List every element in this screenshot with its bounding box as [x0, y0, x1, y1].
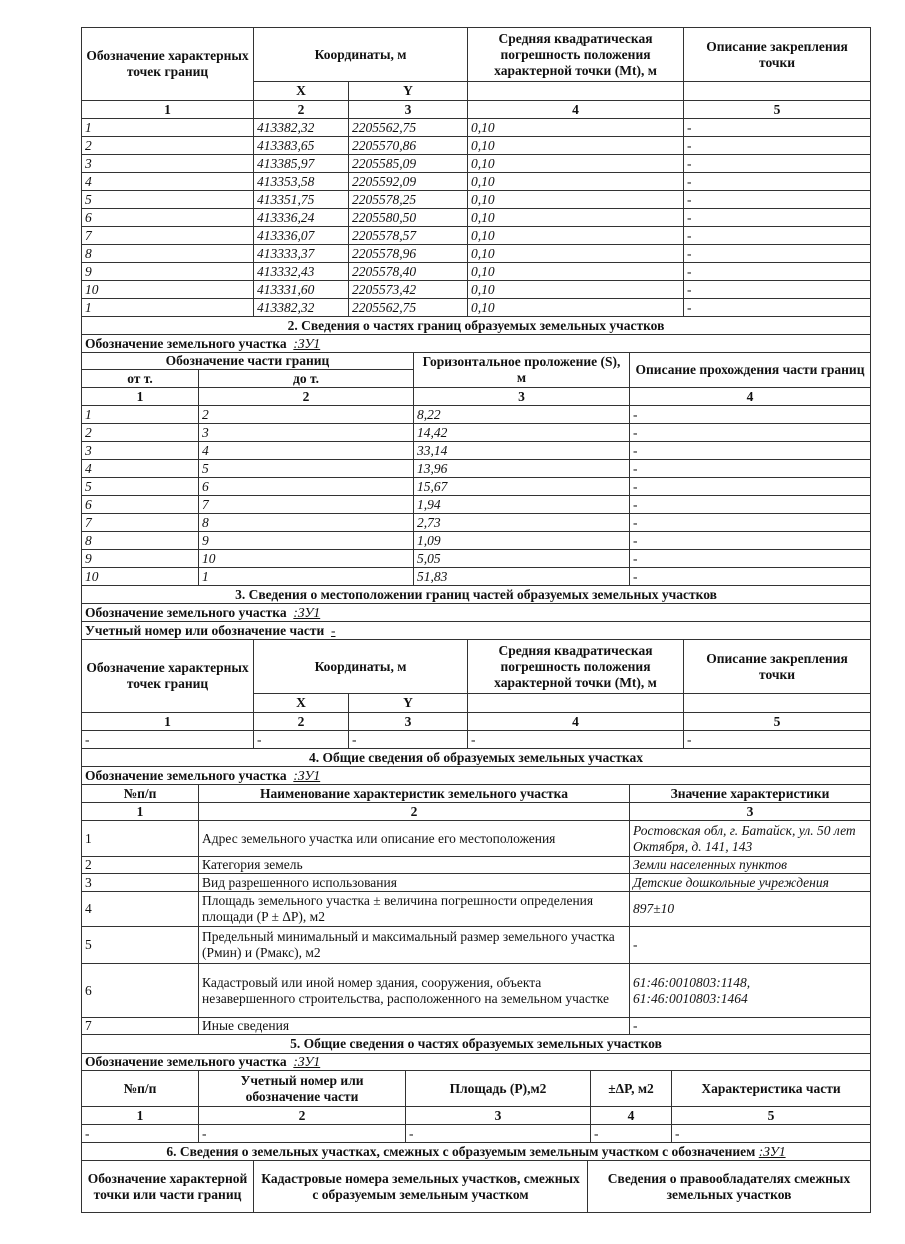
parcel-value: :ЗУ1 — [293, 604, 321, 620]
table-cell: 2205578,25 — [349, 191, 468, 209]
table-cell: 0,10 — [468, 299, 684, 317]
column-number: 5 — [684, 101, 871, 119]
table-row — [82, 731, 871, 749]
parcel-value: :ЗУ1 — [293, 767, 321, 783]
table-cell: - — [684, 731, 871, 749]
table-cell: 5,05 — [414, 550, 630, 568]
parcel-value: :ЗУ1 — [293, 335, 321, 351]
column-number: 2 — [199, 388, 414, 406]
table-cell: 8,22 — [414, 406, 630, 424]
table-row — [82, 821, 871, 857]
table-cell: - — [630, 406, 871, 424]
table-cell: 1,94 — [414, 496, 630, 514]
table-row — [82, 281, 871, 299]
table-cell: - — [630, 927, 871, 964]
table-cell: 2,73 — [414, 514, 630, 532]
table-cell: 2 — [82, 424, 199, 442]
table-row — [82, 191, 871, 209]
header-part: Обозначение части границ — [82, 353, 414, 370]
table-row — [82, 406, 871, 424]
table-cell: - — [684, 119, 871, 137]
table-cell: Адрес земельного участка или описание его местоположения — [199, 821, 630, 857]
boundary-points-table — [81, 27, 871, 317]
header-num: №п/п — [82, 1071, 199, 1107]
table-row — [82, 424, 871, 442]
header-desc: Описание закрепления точки — [684, 640, 871, 694]
table-cell: - — [684, 191, 871, 209]
column-number: 4 — [468, 101, 684, 119]
table-row — [82, 532, 871, 550]
table-cell: 8 — [82, 532, 199, 550]
column-number: 5 — [684, 713, 871, 731]
table-row — [82, 442, 871, 460]
table-cell: 413353,58 — [254, 173, 349, 191]
header-name: Наименование характеристик земельного участка — [199, 785, 630, 803]
table-row — [82, 209, 871, 227]
table-cell: 413333,37 — [254, 245, 349, 263]
table-cell: - — [684, 227, 871, 245]
table-cell: - — [684, 173, 871, 191]
table-cell: 3 — [82, 155, 254, 173]
header-coords: Координаты, м — [254, 28, 468, 82]
table-cell: 2205592,09 — [349, 173, 468, 191]
section-6-title: 6. Сведения о земельных участках, смежных с образуемым земельным участком с обозначением :ЗУ1 — [82, 1143, 871, 1161]
table-cell: 5 — [82, 478, 199, 496]
table-cell: 413385,97 — [254, 155, 349, 173]
section-3-table — [81, 585, 871, 749]
table-row — [82, 173, 871, 191]
header-delta: ±ΔP, м2 — [591, 1071, 672, 1107]
table-cell: 9 — [82, 263, 254, 281]
table-cell: 413351,75 — [254, 191, 349, 209]
table-row — [82, 299, 871, 317]
table-cell: 0,10 — [468, 281, 684, 299]
column-number: 2 — [254, 101, 349, 119]
table-cell: - — [630, 514, 871, 532]
table-row — [82, 514, 871, 532]
table-cell: Предельный минимальный и максимальный размер земельного участка (Pмин) и (Pмакс), м2 — [199, 927, 630, 964]
table-cell: - — [468, 731, 684, 749]
table-cell: 0,10 — [468, 173, 684, 191]
header-mt: Средняя квадратическая погрешность положения характерной точки (Mt), м — [468, 640, 684, 694]
header-part: Учетный номер или обозначение части — [199, 1071, 406, 1107]
table-cell: - — [199, 1125, 406, 1143]
table-cell: 1 — [82, 119, 254, 137]
table-row — [82, 227, 871, 245]
table-cell: - — [684, 263, 871, 281]
table-cell: 15,67 — [414, 478, 630, 496]
table-cell: 10 — [82, 281, 254, 299]
table-cell: - — [630, 550, 871, 568]
table-cell: 0,10 — [468, 245, 684, 263]
table-row — [82, 119, 871, 137]
parcel-label: Обозначение земельного участка :ЗУ1 — [82, 335, 871, 353]
column-number: 4 — [468, 713, 684, 731]
header-x: X — [254, 82, 349, 101]
table-cell: 4 — [82, 460, 199, 478]
table-cell: 2 — [199, 406, 414, 424]
header-cadastral: Кадастровые номера земельных участков, смежных с образуемым земельным участком — [254, 1161, 588, 1213]
table-cell: Иные сведения — [199, 1018, 630, 1035]
table-cell: Кадастровый или иной номер здания, сооружения, объекта незавершенного строительства, расположенного на земельном участке — [199, 964, 630, 1018]
table-cell: 1 — [82, 406, 199, 424]
header-from: от т. — [82, 370, 199, 388]
header-desc: Описание прохождения части границ — [630, 353, 871, 388]
table-cell: 61:46:0010803:1148, 61:46:0010803:1464 — [630, 964, 871, 1018]
table-cell: 897±10 — [630, 892, 871, 927]
section-4-title: 4. Общие сведения об образуемых земельных участках — [82, 749, 871, 767]
table-cell: 2 — [82, 137, 254, 155]
table-cell: Вид разрешенного использования — [199, 874, 630, 892]
table-cell: 413331,60 — [254, 281, 349, 299]
table-row — [82, 568, 871, 586]
table-cell: 413382,32 — [254, 119, 349, 137]
header-area: Площадь (P),м2 — [406, 1071, 591, 1107]
table-cell: 7 — [82, 514, 199, 532]
table-cell: Площадь земельного участка ± величина погрешности определения площади (P ± ΔP), м2 — [199, 892, 630, 927]
table-cell: 9 — [199, 532, 414, 550]
column-number: 2 — [254, 713, 349, 731]
table-cell: 51,83 — [414, 568, 630, 586]
table-cell: 4 — [82, 173, 254, 191]
table-row — [82, 1018, 871, 1035]
table-cell: - — [672, 1125, 871, 1143]
header-y: Y — [349, 694, 468, 713]
table-cell: 6 — [82, 209, 254, 227]
table-cell: 4 — [82, 892, 199, 927]
parcel-label: Обозначение земельного участка :ЗУ1 — [82, 1054, 871, 1071]
table-cell: 33,14 — [414, 442, 630, 460]
section-3-title: 3. Сведения о местоположении границ частей образуемых земельных участков — [82, 586, 871, 604]
column-number: 3 — [414, 388, 630, 406]
table-cell: 9 — [82, 550, 199, 568]
table-cell: 6 — [82, 964, 199, 1018]
section-6-table — [81, 1142, 871, 1213]
table-cell: 2205580,50 — [349, 209, 468, 227]
table-cell: 14,42 — [414, 424, 630, 442]
table-cell: - — [630, 568, 871, 586]
table-cell: 413382,32 — [254, 299, 349, 317]
table-cell: 3 — [82, 874, 199, 892]
table-row — [82, 964, 871, 1018]
table-cell: - — [684, 137, 871, 155]
table-cell: 0,10 — [468, 119, 684, 137]
table-cell: 0,10 — [468, 191, 684, 209]
column-number: 1 — [82, 388, 199, 406]
table-row — [82, 263, 871, 281]
table-row — [82, 155, 871, 173]
table-cell: 0,10 — [468, 227, 684, 245]
header-desc: Описание закрепления точки — [684, 28, 871, 82]
table-cell: 2205578,96 — [349, 245, 468, 263]
column-number: 2 — [199, 1107, 406, 1125]
header-coords: Координаты, м — [254, 640, 468, 694]
table-row — [82, 927, 871, 964]
column-number: 3 — [349, 101, 468, 119]
header-x: X — [254, 694, 349, 713]
table-cell: 2205573,42 — [349, 281, 468, 299]
column-number: 5 — [672, 1107, 871, 1125]
table-cell: 6 — [199, 478, 414, 496]
table-cell: 0,10 — [468, 209, 684, 227]
header-point: Обозначение характерных точек границ — [82, 28, 254, 101]
table-cell: - — [630, 442, 871, 460]
table-cell: - — [630, 1018, 871, 1035]
table-row — [82, 137, 871, 155]
table-cell: 2205570,86 — [349, 137, 468, 155]
table-cell: 7 — [82, 1018, 199, 1035]
table-cell: 2205585,09 — [349, 155, 468, 173]
table-cell: 413332,43 — [254, 263, 349, 281]
table-cell: 3 — [199, 424, 414, 442]
table-cell: 7 — [199, 496, 414, 514]
table-cell: 2205562,75 — [349, 119, 468, 137]
table-cell: 413336,24 — [254, 209, 349, 227]
header-y: Y — [349, 82, 468, 101]
column-number: 3 — [349, 713, 468, 731]
table-cell: - — [349, 731, 468, 749]
header-num: №п/п — [82, 785, 199, 803]
table-cell: - — [630, 496, 871, 514]
table-cell: 2205578,40 — [349, 263, 468, 281]
table-cell: - — [684, 299, 871, 317]
section-5-table — [81, 1034, 871, 1143]
column-number: 4 — [630, 388, 871, 406]
table-cell: - — [630, 460, 871, 478]
table-cell: 1 — [82, 821, 199, 857]
table-row — [82, 874, 871, 892]
table-cell: - — [254, 731, 349, 749]
header-char: Характеристика части — [672, 1071, 871, 1107]
table-cell: Земли населенных пунктов — [630, 857, 871, 874]
table-cell: 8 — [82, 245, 254, 263]
table-cell: 1 — [199, 568, 414, 586]
table-cell: - — [684, 245, 871, 263]
table-cell: 8 — [199, 514, 414, 532]
table-cell: 1,09 — [414, 532, 630, 550]
table-cell: 6 — [82, 496, 199, 514]
table-row — [82, 460, 871, 478]
column-number: 2 — [199, 803, 630, 821]
table-cell: - — [684, 209, 871, 227]
parcel-value: :ЗУ1 — [758, 1143, 786, 1159]
table-cell: 5 — [82, 927, 199, 964]
table-cell: 0,10 — [468, 263, 684, 281]
land-survey-document — [81, 28, 870, 1213]
column-numbers-row — [82, 101, 871, 119]
parcel-label: Обозначение земельного участка :ЗУ1 — [82, 604, 871, 622]
table-cell: - — [630, 424, 871, 442]
header-point: Обозначение характерной точки или части границ — [82, 1161, 254, 1213]
parcel-value: :ЗУ1 — [293, 1054, 321, 1069]
table-cell: 2205578,57 — [349, 227, 468, 245]
table-row — [82, 1125, 871, 1143]
table-cell: 3 — [82, 442, 199, 460]
table-cell: 2 — [82, 857, 199, 874]
table-cell: 10 — [199, 550, 414, 568]
table-cell: - — [82, 1125, 199, 1143]
column-number: 1 — [82, 101, 254, 119]
table-cell: Категория земель — [199, 857, 630, 874]
table-cell: 5 — [199, 460, 414, 478]
table-cell: 413383,65 — [254, 137, 349, 155]
table-row — [82, 478, 871, 496]
table-cell: - — [630, 532, 871, 550]
part-label: Учетный номер или обозначение части - — [82, 622, 871, 640]
header-owners: Сведения о правообладателях смежных земельных участков — [588, 1161, 871, 1213]
table-cell: 4 — [199, 442, 414, 460]
section-5-title: 5. Общие сведения о частях образуемых земельных участков — [82, 1035, 871, 1054]
column-number: 3 — [406, 1107, 591, 1125]
header-value: Значение характеристики — [630, 785, 871, 803]
header-length: Горизонтальное проложение (S), м — [414, 353, 630, 388]
column-number: 1 — [82, 713, 254, 731]
table-cell: 10 — [82, 568, 199, 586]
column-numbers-row — [82, 803, 871, 821]
table-cell: 13,96 — [414, 460, 630, 478]
parcel-label: Обозначение земельного участка :ЗУ1 — [82, 767, 871, 785]
column-numbers-row — [82, 713, 871, 731]
table-cell: 0,10 — [468, 137, 684, 155]
table-cell: - — [630, 478, 871, 496]
section-4-table — [81, 748, 871, 1035]
table-cell: - — [684, 281, 871, 299]
column-number: 1 — [82, 803, 199, 821]
section-2-title: 2. Сведения о частях границ образуемых земельных участков — [82, 317, 871, 335]
table-row — [82, 496, 871, 514]
header-point: Обозначение характерных точек границ — [82, 640, 254, 713]
table-cell: 7 — [82, 227, 254, 245]
section-2-table — [81, 316, 871, 586]
header-to: до т. — [199, 370, 414, 388]
table-cell: - — [82, 731, 254, 749]
table-row — [82, 892, 871, 927]
column-number: 1 — [82, 1107, 199, 1125]
column-numbers-row — [82, 388, 871, 406]
header-mt: Средняя квадратическая погрешность положения характерной точки (Mt), м — [468, 28, 684, 82]
table-cell: - — [591, 1125, 672, 1143]
table-cell: - — [684, 155, 871, 173]
table-cell: Детские дошкольные учреждения — [630, 874, 871, 892]
column-number: 4 — [591, 1107, 672, 1125]
table-cell: 1 — [82, 299, 254, 317]
table-row — [82, 550, 871, 568]
table-cell: 0,10 — [468, 155, 684, 173]
part-value: - — [331, 622, 336, 638]
table-cell: 5 — [82, 191, 254, 209]
table-cell: 413336,07 — [254, 227, 349, 245]
column-number: 3 — [630, 803, 871, 821]
table-row — [82, 857, 871, 874]
table-cell: 2205562,75 — [349, 299, 468, 317]
table-row — [82, 245, 871, 263]
table-cell: Ростовская обл, г. Батайск, ул. 50 лет Октября, д. 141, 143 — [630, 821, 871, 857]
table-cell: - — [406, 1125, 591, 1143]
column-numbers-row — [82, 1107, 871, 1125]
